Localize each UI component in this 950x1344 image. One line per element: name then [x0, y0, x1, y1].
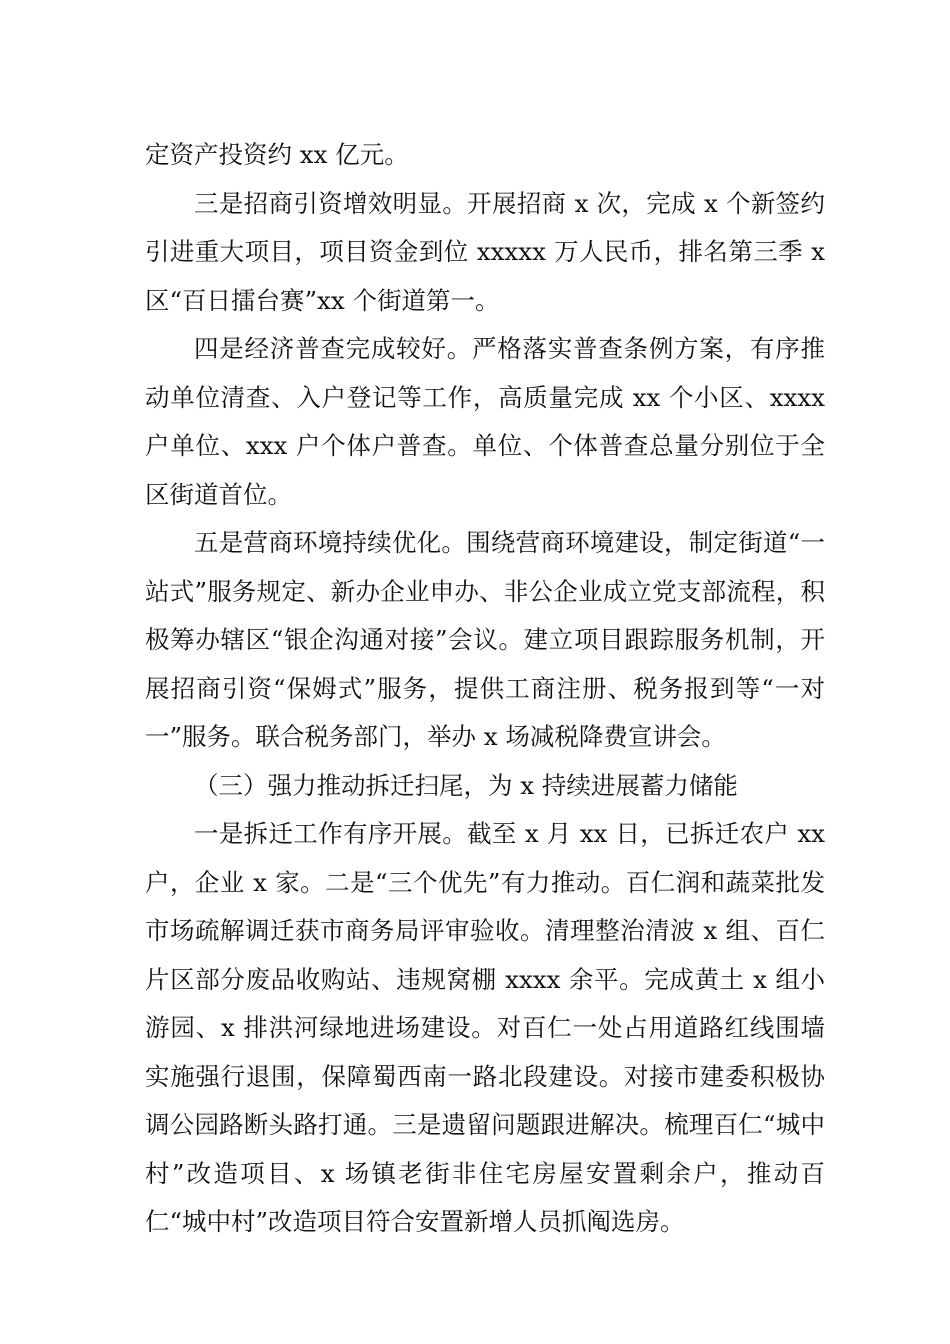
- paragraph-investment-tail: 定资产投资约 xx 亿元。: [145, 140, 409, 169]
- paragraph-economic-census: 四是经济普查完成较好。严格落实普查条例方案，有序推动单位清查、入户登记等工作，高质量完成 xx 个小区、xxxx 户单位、xxx 户个体户普查。单位、个体普查总量分别位于全区街道首位。: [145, 334, 825, 509]
- section-heading-demolition: （三）强力推动拆迁扫尾，为 x 持续进展蓄力储能: [194, 770, 738, 800]
- paragraph-investment-attraction: 三是招商引资增效明显。开展招商 x 次，完成 x 个新签约引进重大项目，项目资金到位 xxxxx 万人民币，排名第三季 x 区“百日擂台赛”xx 个街道第一。: [145, 188, 825, 315]
- paragraph-business-environment: 五是营商环境持续优化。围绕营商环境建设，制定街道“一站式”服务规定、新办企业申办、非公企业成立党支部流程，积极筹办辖区“银企沟通对接”会议。建立项目跟踪服务机制，开展招商引资“保姆式”服务，提供工商注册、税务报到等“一对一”服务。联合税务部门，举办 x 场减税降费宣讲会。: [145, 528, 825, 751]
- document-body: [145, 131, 825, 1247]
- paragraph-demolition-work: 一是拆迁工作有序开展。截至 x 月 xx 日，已拆迁农户 xx 户，企业 x 家。二是“三个优先”有力推动。百仁润和蔬菜批发市场疏解调迁获市商务局评审验收。清理整治清波 x 组、百仁片区部分废品收购站、违规窝棚 xxxx 余平。完成黄土 x 组小游园、x 排洪河绿地进场建设。对百仁一处占用道路红线围墙实施强行退围，保障蜀西南一路北段建设。对接市建委积极协调公园路断头路打通。三是遗留问题跟进解决。梳理百仁“城中村”改造项目、x 场镇老街非住宅房屋安置剩余户，推动百仁“城中村”改造项目符合安置新增人员抓阄选房。: [145, 819, 825, 1236]
